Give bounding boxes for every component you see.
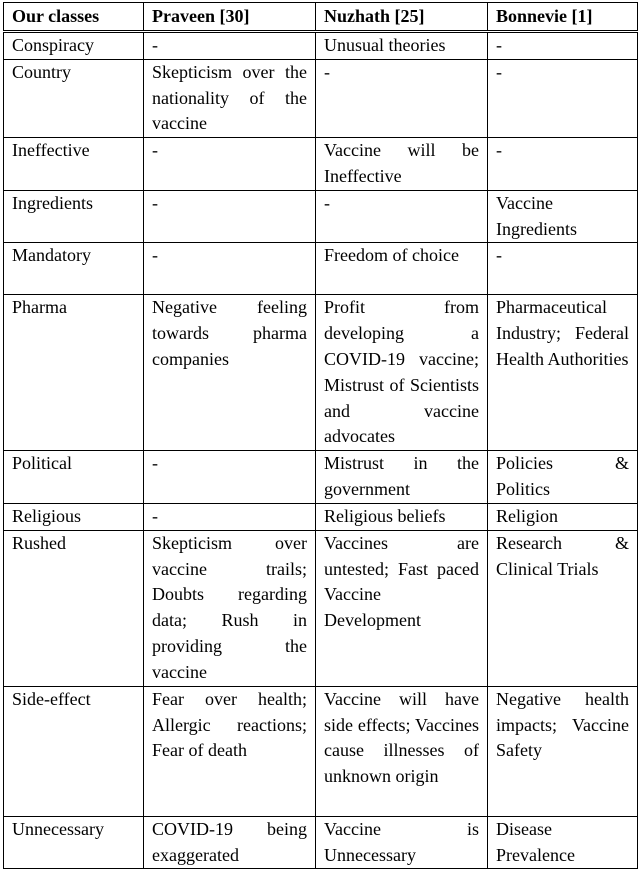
class-cell: Rushed xyxy=(4,530,144,686)
header-our-classes: Our classes xyxy=(4,3,144,32)
nuzhath-cell: Vaccine is Unnecessary xyxy=(316,816,488,869)
class-cell: Unnecessary xyxy=(4,816,144,869)
nuzhath-cell: Religious beliefs xyxy=(316,503,488,530)
table-row xyxy=(4,243,638,295)
praveen-cell: Fear over health; Allergic reactions; Fear of death xyxy=(144,686,316,816)
nuzhath-cell: Freedom of choice xyxy=(316,243,488,295)
class-cell: Country xyxy=(4,59,144,137)
praveen-cell: - xyxy=(144,451,316,504)
praveen-cell: - xyxy=(144,138,316,191)
bonnevie-cell: - xyxy=(488,243,638,295)
table-row xyxy=(4,503,638,530)
bonnevie-cell: Pharmaceutical Industry; Federal Health Authorities xyxy=(488,295,638,451)
nuzhath-cell: Profit from developing a COVID-19 vaccine; Mistrust of Scientists and vaccine advocates xyxy=(316,295,488,451)
praveen-cell: Skepticism over vaccine trails; Doubts regarding data; Rush in providing the vaccine xyxy=(144,530,316,686)
table-row xyxy=(4,686,638,816)
nuzhath-cell: Vaccine will have side effects; Vaccines cause illnesses of unknown origin xyxy=(316,686,488,816)
praveen-cell: COVID-19 being exaggerated xyxy=(144,816,316,869)
bonnevie-cell: - xyxy=(488,138,638,191)
class-cell: Ingredients xyxy=(4,190,144,243)
nuzhath-cell: - xyxy=(316,59,488,137)
comparison-table xyxy=(3,2,638,869)
table-row xyxy=(4,190,638,243)
class-cell: Pharma xyxy=(4,295,144,451)
class-cell: Mandatory xyxy=(4,243,144,295)
praveen-cell: Skepticism over the nationality of the vaccine xyxy=(144,59,316,137)
table-row xyxy=(4,816,638,869)
table-row xyxy=(4,138,638,191)
bonnevie-cell: - xyxy=(488,59,638,137)
bonnevie-cell: Disease Prevalence xyxy=(488,816,638,869)
table-row xyxy=(4,451,638,504)
table-row xyxy=(4,59,638,137)
praveen-cell: - xyxy=(144,190,316,243)
class-cell: Conspiracy xyxy=(4,32,144,60)
bonnevie-cell: Negative health impacts; Vaccine Safety xyxy=(488,686,638,816)
bonnevie-cell: - xyxy=(488,32,638,60)
bonnevie-cell: Policies & Politics xyxy=(488,451,638,504)
table-row xyxy=(4,32,638,60)
nuzhath-cell: Mistrust in the government xyxy=(316,451,488,504)
praveen-cell: - xyxy=(144,32,316,60)
praveen-cell: - xyxy=(144,503,316,530)
header-bonnevie: Bonnevie [1] xyxy=(488,3,638,32)
table-row xyxy=(4,530,638,686)
bonnevie-cell: Research & Clinical Trials xyxy=(488,530,638,686)
class-cell: Religious xyxy=(4,503,144,530)
nuzhath-cell: Vaccines are untested; Fast paced Vaccine Development xyxy=(316,530,488,686)
header-praveen: Praveen [30] xyxy=(144,3,316,32)
nuzhath-cell: Vaccine will be Ineffective xyxy=(316,138,488,191)
praveen-cell: - xyxy=(144,243,316,295)
bonnevie-cell: Religion xyxy=(488,503,638,530)
class-cell: Ineffective xyxy=(4,138,144,191)
nuzhath-cell: - xyxy=(316,190,488,243)
header-row xyxy=(4,3,638,32)
bonnevie-cell: Vaccine Ingredients xyxy=(488,190,638,243)
praveen-cell: Negative feeling towards pharma companies xyxy=(144,295,316,451)
table-row xyxy=(4,295,638,451)
class-cell: Political xyxy=(4,451,144,504)
nuzhath-cell: Unusual theories xyxy=(316,32,488,60)
header-nuzhath: Nuzhath [25] xyxy=(316,3,488,32)
class-cell: Side-effect xyxy=(4,686,144,816)
